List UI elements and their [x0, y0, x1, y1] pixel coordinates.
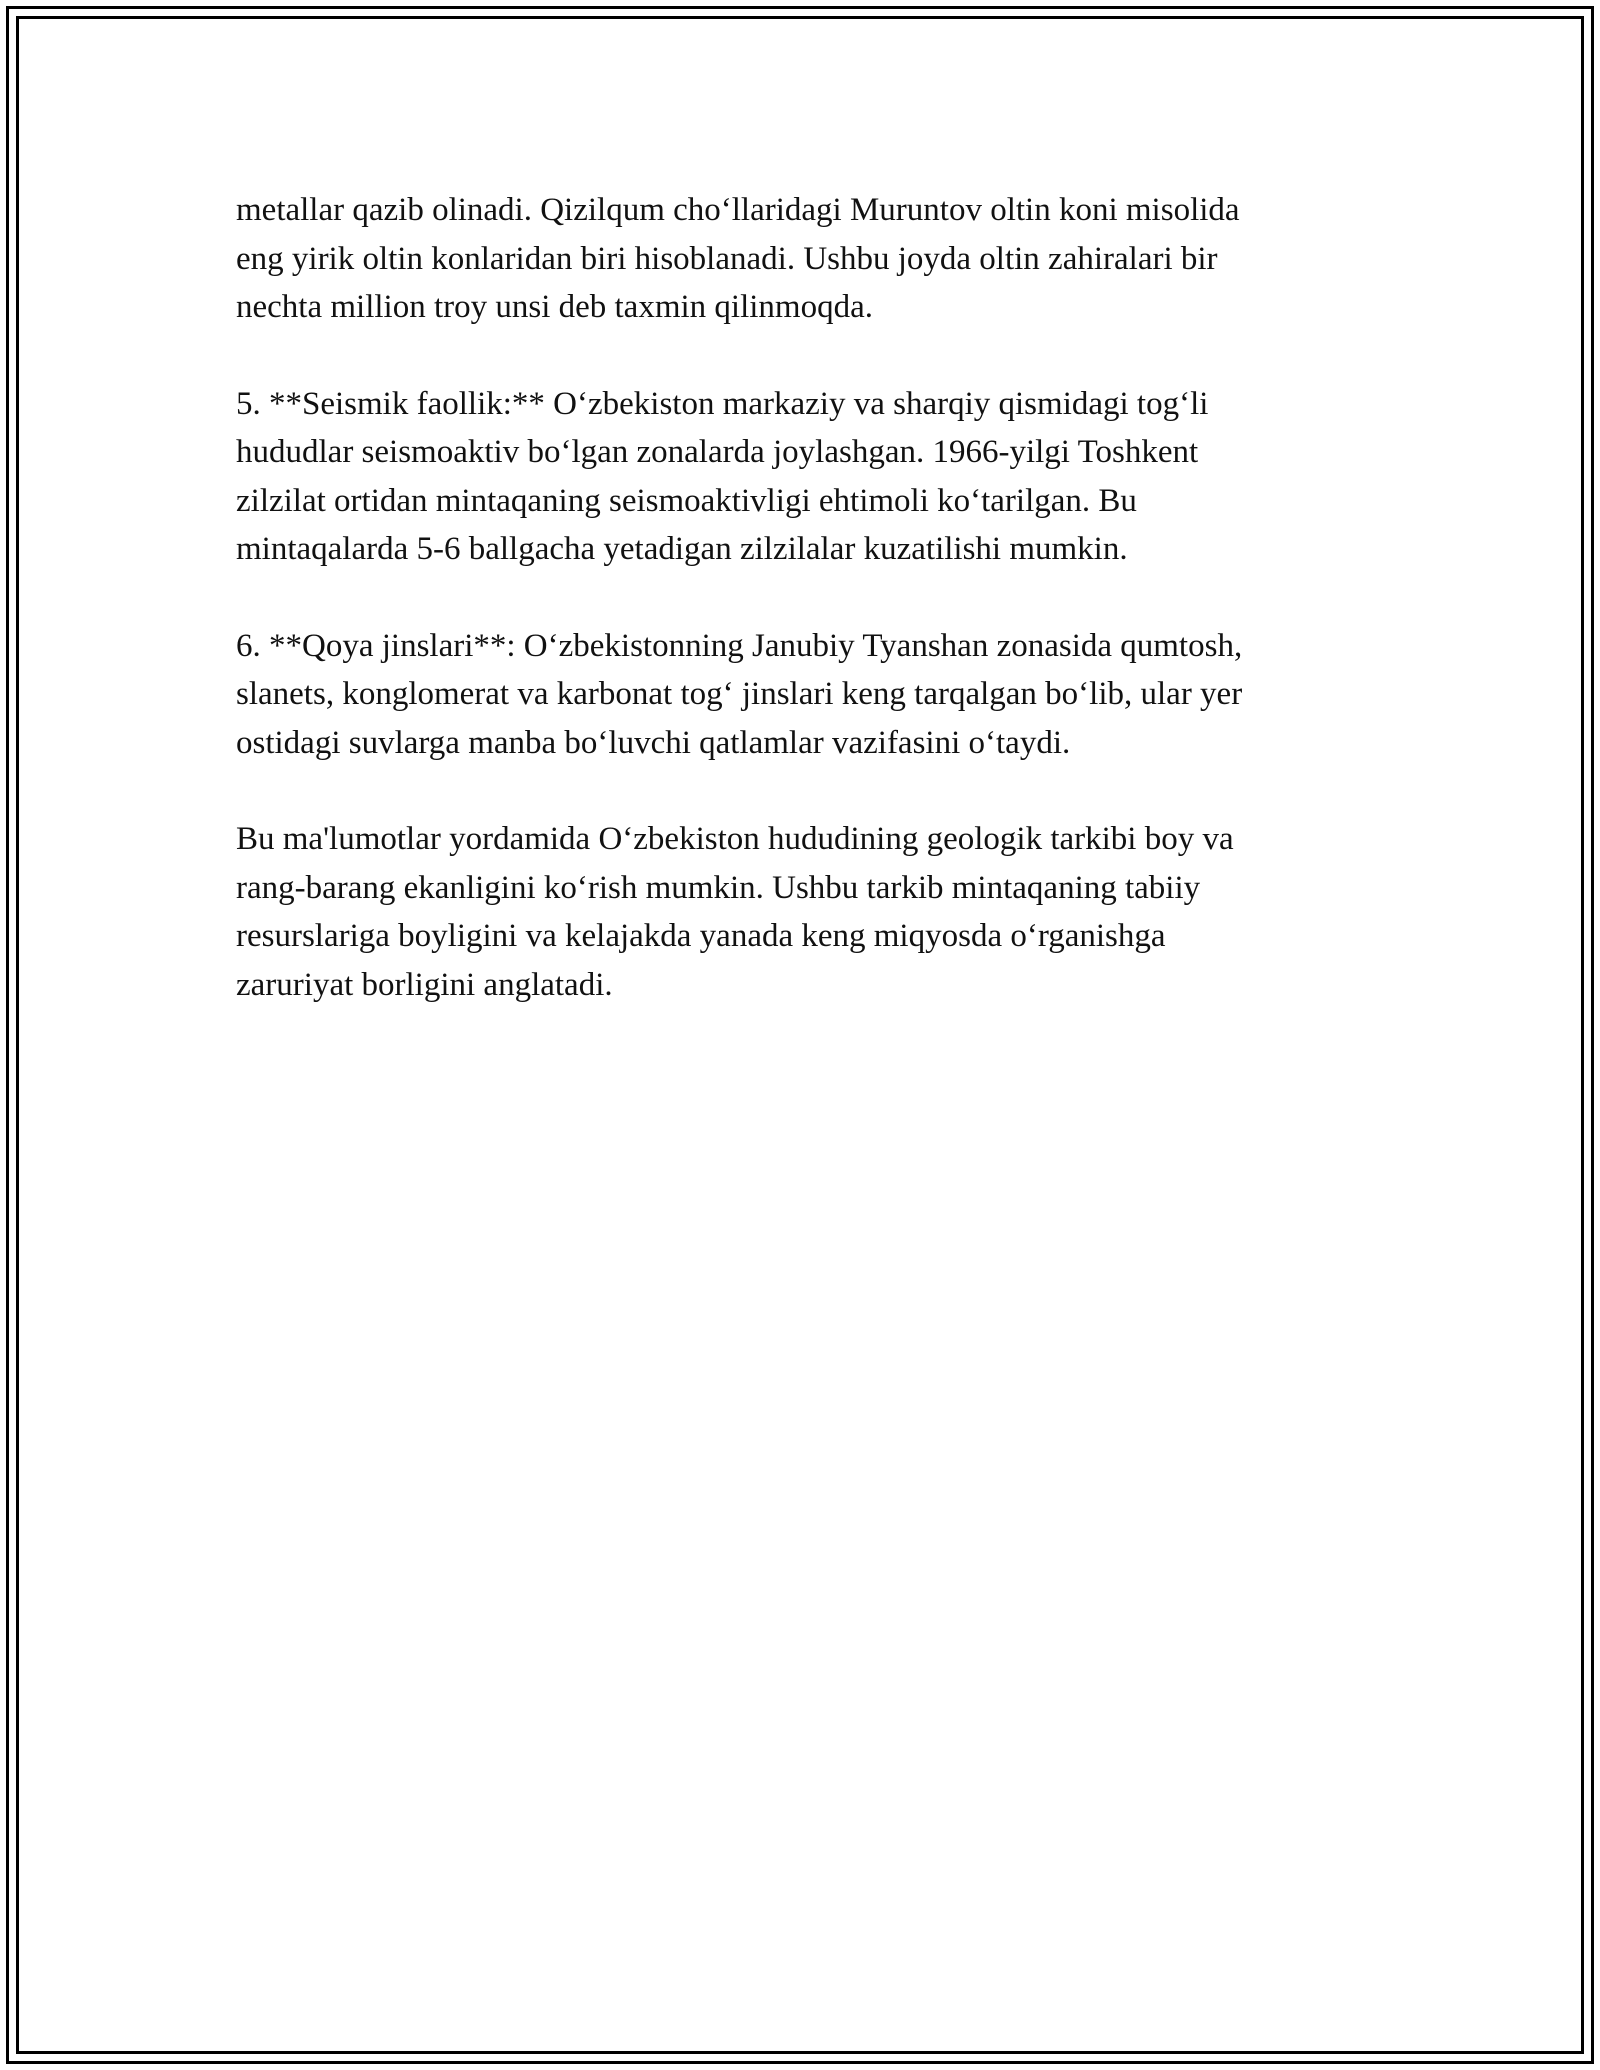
text-line: Bu ma'lumotlar yordamida O‘zbekiston hududining geologik tarkibi boy va	[236, 821, 1234, 857]
text-line: nechta million troy unsi deb taxmin qilinmoqda.	[236, 289, 873, 325]
text-line: metallar qazib olinadi. Qizilqum cho‘llaridagi Muruntov oltin koni misolida	[236, 192, 1240, 228]
paragraph-conclusion	[236, 815, 1376, 1009]
text-line: slanets, konglomerat va karbonat tog‘ jinslari keng tarqalgan bo‘lib, ular yer	[236, 676, 1243, 712]
text-line: ostidagi suvlarga manba bo‘luvchi qatlamlar vazifasini o‘taydi.	[236, 724, 1071, 761]
paragraph-gold-deposits	[236, 186, 1376, 332]
text-line: 5. **Seismik faollik:** O‘zbekiston markaziy va sharqiy qismidagi tog‘li	[236, 385, 1209, 422]
paragraph-rock-types	[236, 622, 1376, 768]
text-line: mintaqalarda 5-6 ballgacha yetadigan zilzilalar kuzatilishi mumkin.	[236, 531, 1128, 567]
text-line: 6. **Qoya jinslari**: O‘zbekistonning Janubiy Tyanshan zonasida qumtosh,	[236, 627, 1243, 664]
text-line: rang-barang ekanligini ko‘rish mumkin. Ushbu tarkib mintaqaning tabiiy	[236, 869, 1201, 906]
document-body	[236, 186, 1376, 1057]
text-line: resurslariga boyligini va kelajakda yanada keng miqyosda o‘rganishga	[236, 918, 1166, 954]
text-line: eng yirik oltin konlaridan biri hisoblanadi. Ushbu joyda oltin zahiralari bir	[236, 240, 1218, 277]
text-line: zilzilat ortidan mintaqaning seismoaktivligi ehtimoli ko‘tarilgan. Bu	[236, 482, 1137, 519]
text-line: zaruriyat borligini anglatadi.	[236, 966, 613, 1003]
text-line: hududlar seismoaktiv bo‘lgan zonalarda joylashgan. 1966-yilgi Toshkent	[236, 434, 1199, 470]
paragraph-seismic-activity	[236, 380, 1376, 574]
